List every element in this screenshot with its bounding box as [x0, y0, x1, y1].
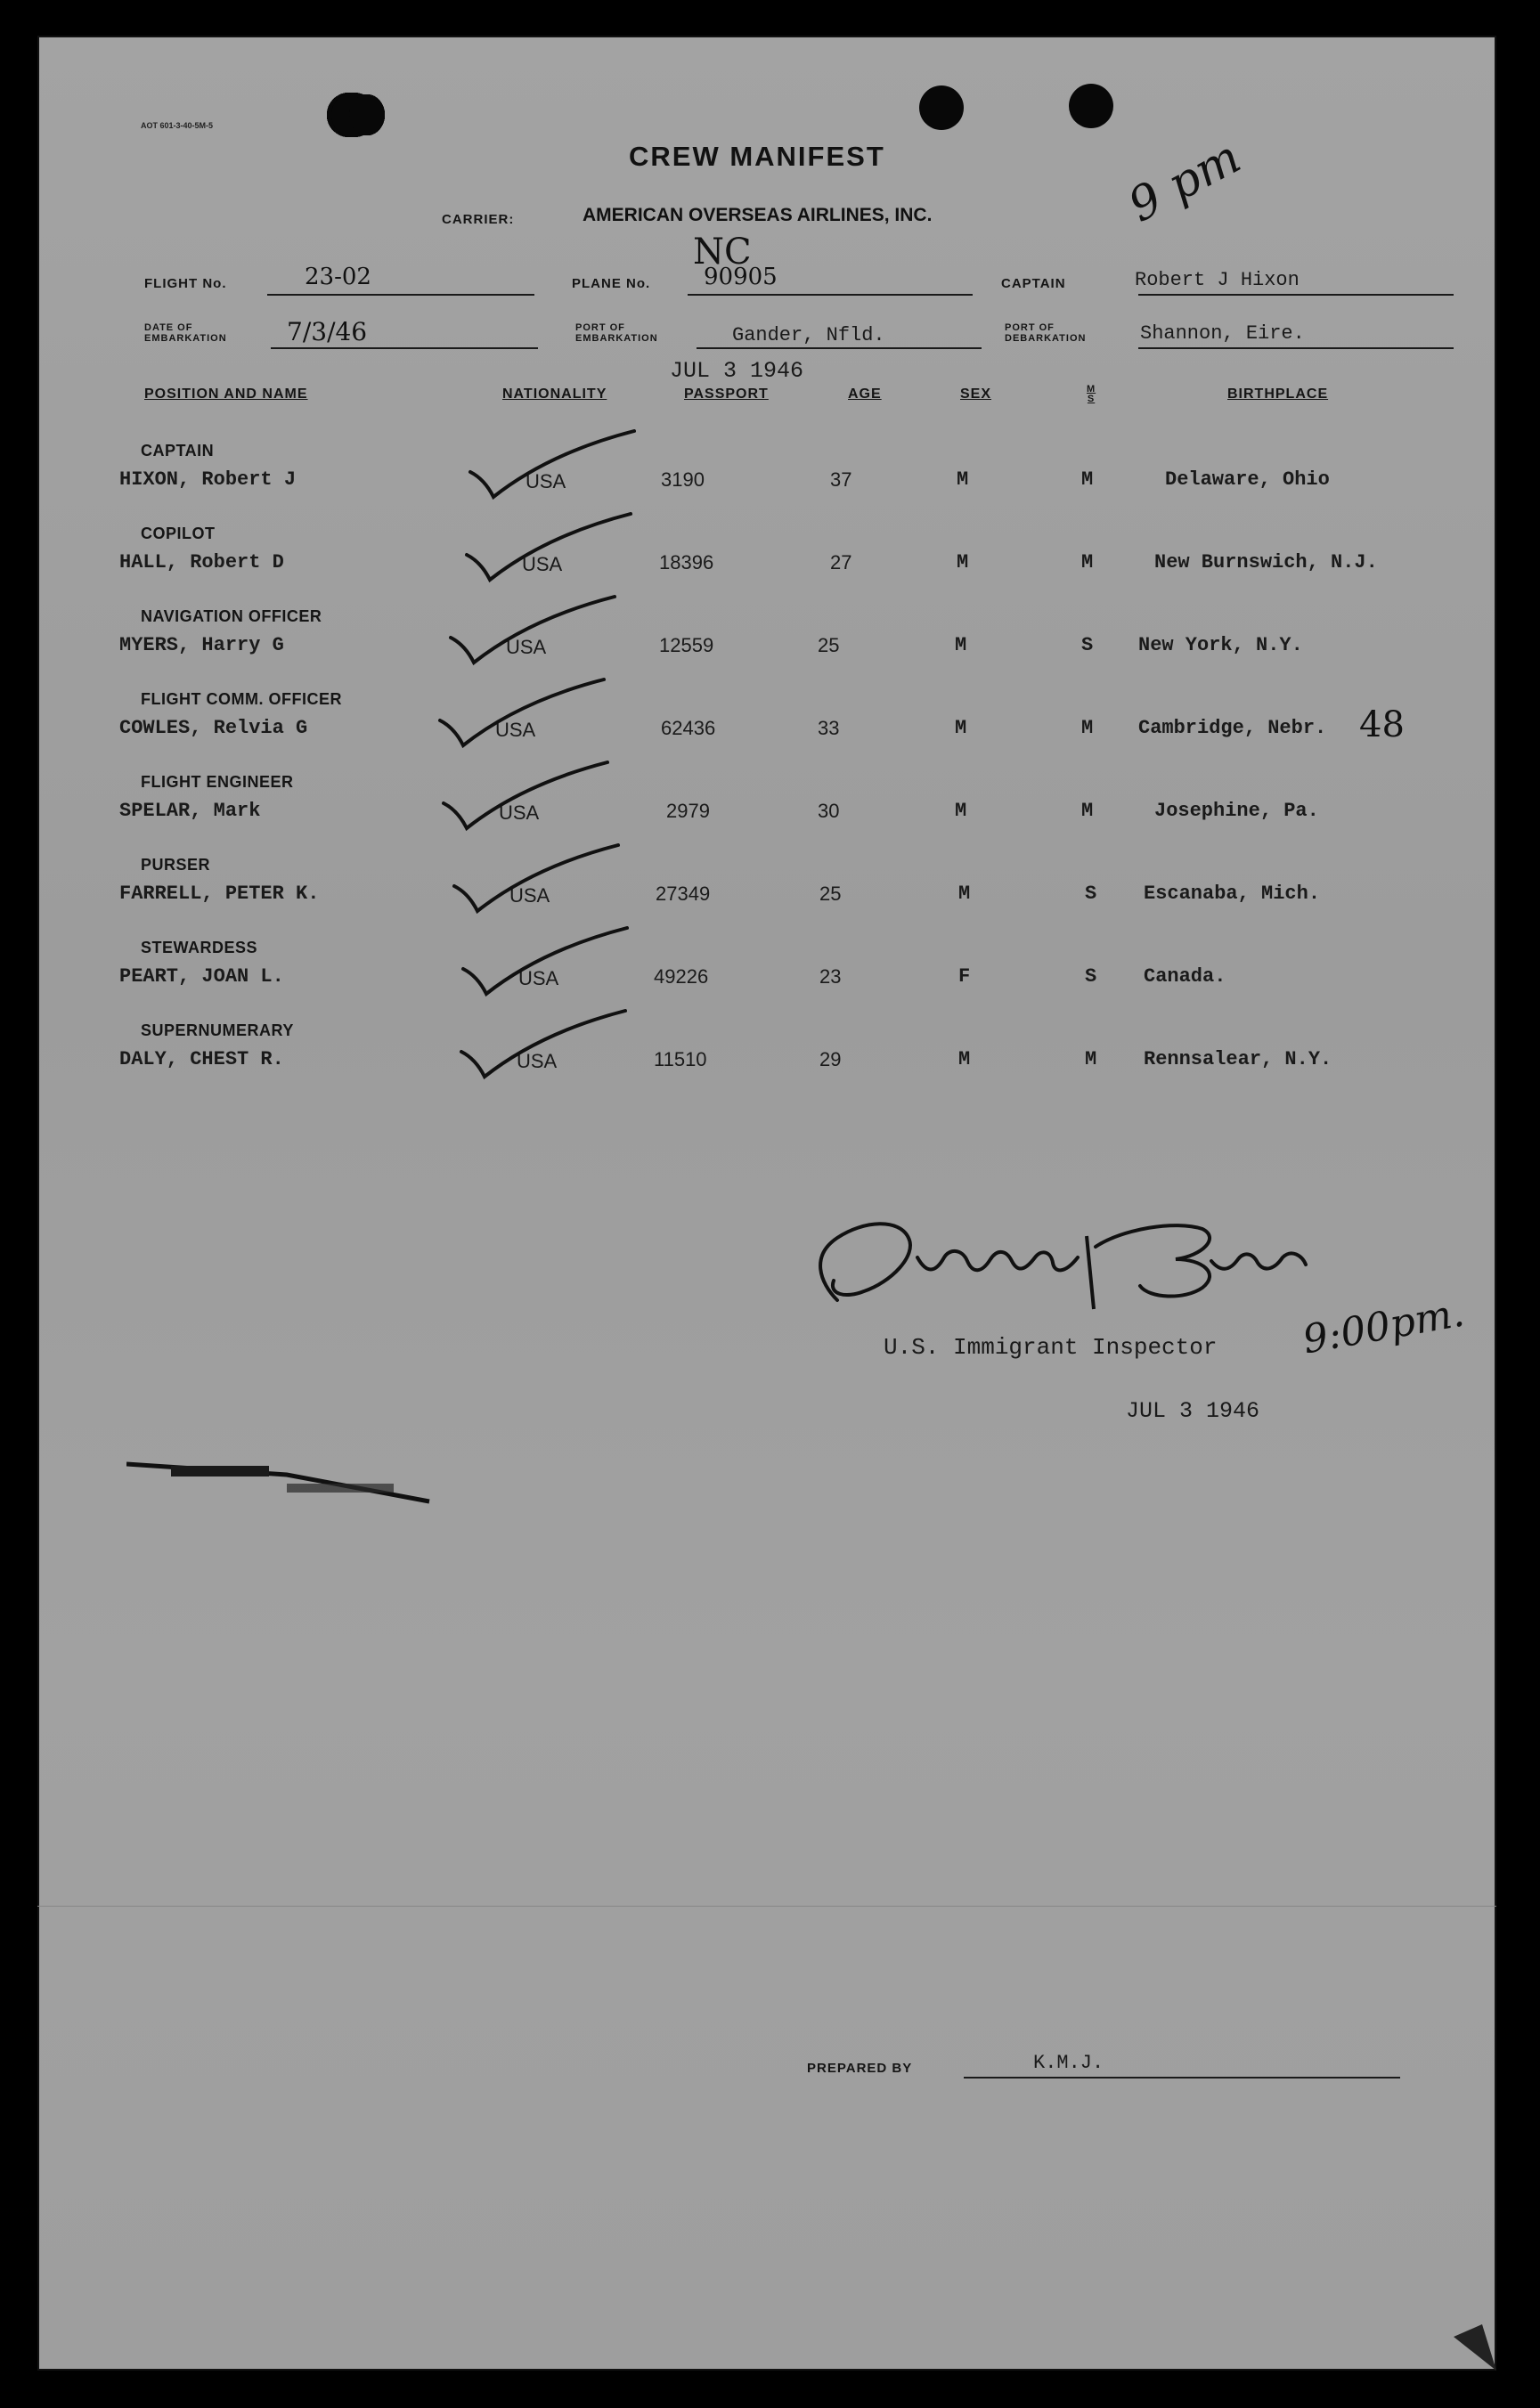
port-debarkation-line [1138, 347, 1454, 349]
crew-nationality: USA [518, 967, 559, 989]
crew-row [37, 939, 1496, 1019]
crew-nationality: USA [517, 1050, 558, 1072]
check-mark [435, 674, 631, 754]
col-age: AGE [848, 386, 882, 402]
fold-line [37, 1906, 1496, 1907]
crew-nationality: USA [522, 553, 563, 575]
prepared-by-line [964, 2077, 1400, 2079]
time-annotation-signature: 9:00pm. [1299, 1289, 1468, 1363]
port-of-label: PORT OF [575, 322, 625, 333]
prepared-by-label: PREPARED BY [807, 2061, 913, 2076]
crew-ms: S [1085, 883, 1097, 905]
crew-sex: M [955, 634, 967, 656]
date-value: 7/3/46 [287, 317, 368, 346]
crew-birthplace: Escanaba, Mich. [1144, 883, 1321, 905]
crew-birthplace: New York, N.Y. [1138, 634, 1303, 656]
captain-line [1138, 294, 1454, 296]
crew-position: FLIGHT ENGINEER [141, 773, 294, 791]
punch-hole-beside-code-10 [349, 94, 385, 135]
crew-age: 33 [818, 717, 840, 739]
crew-nationality: USA [526, 470, 566, 492]
crew-nationality: USA [495, 719, 536, 741]
document-title: CREW MANIFEST [629, 141, 885, 172]
crew-sex: M [957, 551, 969, 574]
redaction-smudge [126, 1457, 447, 1510]
port-embarkation-value: Gander, Nfld. [732, 324, 885, 346]
crew-name: PEART, JOAN L. [119, 965, 284, 988]
crew-age: 29 [819, 1048, 842, 1070]
col-position-name: POSITION AND NAME [144, 386, 308, 402]
crew-birthplace: Rennsalear, N.Y. [1144, 1048, 1332, 1070]
crew-row [37, 856, 1496, 936]
crew-name: FARRELL, PETER K. [119, 883, 320, 905]
crew-passport: 12559 [659, 634, 714, 656]
crew-row [37, 690, 1496, 770]
col-nationality: NATIONALITY [502, 386, 607, 402]
crew-birthplace: Cambridge, Nebr. [1138, 717, 1327, 739]
crew-passport: 18396 [659, 551, 714, 574]
crew-birthplace: Delaware, Ohio [1165, 468, 1330, 491]
crew-name: HIXON, Robert J [119, 468, 297, 491]
crew-position: STEWARDESS [141, 939, 258, 956]
crew-age: 37 [830, 468, 852, 491]
port-embarkation-label [575, 322, 658, 344]
crew-position: FLIGHT COMM. OFFICER [141, 690, 342, 708]
carrier-label: CARRIER: [442, 212, 515, 227]
flight-no-line [267, 294, 534, 296]
crew-name: DALY, CHEST R. [119, 1048, 284, 1070]
plane-no-value: 90905 [704, 264, 778, 290]
col-passport: PASSPORT [684, 386, 769, 402]
crew-position: NAVIGATION OFFICER [141, 607, 322, 625]
crew-ms: M [1081, 800, 1094, 822]
carrier-name: AMERICAN OVERSEAS AIRLINES, INC. [583, 205, 933, 225]
inspector-title: U.S. Immigrant Inspector [884, 1334, 1218, 1361]
col-ms-top: M [1087, 384, 1096, 395]
time-annotation-top: 9 pm [1120, 130, 1250, 233]
check-mark [461, 508, 657, 589]
crew-ms: M [1081, 551, 1094, 574]
punch-hole [919, 85, 964, 130]
crew-ms: S [1081, 634, 1094, 656]
port-debarkation-value: Shannon, Eire. [1140, 322, 1305, 345]
crew-sex: M [955, 717, 967, 739]
crew-age: 25 [818, 634, 840, 656]
crew-row [37, 1021, 1496, 1102]
crew-ms: M [1081, 468, 1094, 491]
crew-sex: M [958, 883, 971, 905]
crew-age: 25 [819, 883, 842, 905]
crew-sex: M [958, 1048, 971, 1070]
crew-position: COPILOT [141, 525, 216, 542]
flight-no-label: FLIGHT No. [144, 276, 227, 291]
check-mark [465, 426, 661, 506]
date-embarkation-label [144, 322, 227, 344]
crew-age: 23 [819, 965, 842, 988]
crew-nationality: USA [509, 884, 550, 907]
col-sex: SEX [960, 386, 992, 402]
plane-no-line [688, 294, 973, 296]
date-stamp-signature: JUL 3 1946 [1126, 1398, 1260, 1424]
flight-no-value: 23-02 [305, 264, 371, 290]
crew-sex: M [957, 468, 969, 491]
crew-ms: M [1085, 1048, 1097, 1070]
crew-birthplace: Josephine, Pa. [1154, 800, 1319, 822]
captain-value: Robert J Hixon [1135, 269, 1300, 291]
embarkation-label: EMBARKATION [144, 333, 227, 344]
plane-prefix: NC [693, 232, 752, 273]
crew-passport: 3190 [661, 468, 705, 491]
crew-name: SPELAR, Mark [119, 800, 261, 822]
crew-passport: 62436 [661, 717, 716, 739]
crew-passport: 11510 [654, 1048, 707, 1070]
manifest-page [37, 36, 1496, 2371]
crew-row [37, 525, 1496, 605]
crew-nationality: USA [499, 801, 540, 824]
col-ms-bottom: S [1087, 394, 1096, 404]
crew-name: HALL, Robert D [119, 551, 284, 574]
crew-name: MYERS, Harry G [119, 634, 284, 656]
date-stamp-top: JUL 3 1946 [670, 358, 804, 384]
crew-passport: 49226 [654, 965, 709, 988]
check-mark [449, 840, 645, 920]
crew-name: COWLES, Relvia G [119, 717, 308, 739]
crew-row [37, 607, 1496, 687]
check-mark [458, 923, 654, 1003]
crew-ms: M [1081, 717, 1094, 739]
crew-birthplace: New Burnswich, N.J. [1154, 551, 1378, 574]
punch-hole [1069, 84, 1113, 128]
crew-position: SUPERNUMERARY [141, 1021, 294, 1039]
plane-no-label: PLANE No. [572, 276, 651, 291]
signature [784, 1202, 1354, 1327]
crew-row [37, 442, 1496, 522]
crew-row [37, 773, 1496, 853]
crew-age: 27 [830, 551, 852, 574]
col-birthplace: BIRTHPLACE [1227, 386, 1329, 402]
check-mark [445, 591, 641, 671]
crew-position: CAPTAIN [141, 442, 215, 460]
crew-age: 30 [818, 800, 840, 822]
crew-sex: M [955, 800, 967, 822]
crew-nationality: USA [506, 636, 547, 658]
col-ms [1087, 385, 1096, 404]
crew-birthplace: Canada. [1144, 965, 1226, 988]
form-code: AOT 601-3-40-5M-5 [141, 121, 214, 130]
debarkation-label: DEBARKATION [1005, 333, 1087, 344]
port-of-label-2: PORT OF [1005, 322, 1055, 333]
corner-fold [1454, 2324, 1496, 2371]
date-line [271, 347, 538, 349]
crew-note: 48 [1359, 704, 1405, 745]
port-debarkation-label [1005, 322, 1086, 344]
port-embarkation-word: EMBARKATION [575, 333, 658, 344]
check-mark [438, 757, 634, 837]
crew-ms: S [1085, 965, 1097, 988]
crew-passport: 2979 [666, 800, 710, 822]
prepared-by-value: K.M.J. [1033, 2052, 1104, 2074]
port-embarkation-line [697, 347, 982, 349]
crew-position: PURSER [141, 856, 211, 874]
check-mark [456, 1005, 652, 1086]
date-of-label: DATE OF [144, 322, 193, 333]
captain-label: CAPTAIN [1001, 276, 1066, 291]
crew-passport: 27349 [656, 883, 711, 905]
crew-sex: F [958, 965, 971, 988]
